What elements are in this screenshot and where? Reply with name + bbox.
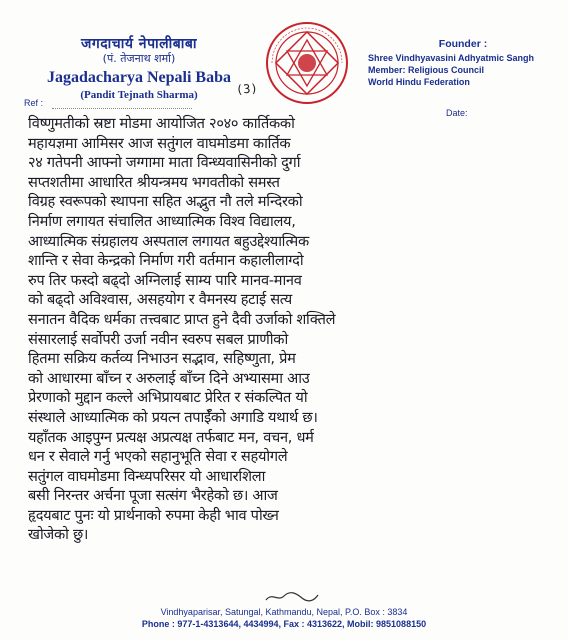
- founder-line: World Hindu Federation: [368, 77, 470, 87]
- founder-label: Founder :: [438, 38, 488, 50]
- letter-line: २४ गतेपनी आफ्नो जग्गामा माता विन्ध्यवासिनीको दुर्गा: [28, 154, 301, 172]
- letter-line: को आधारमा बाँच्न र अरुलाई बाँच्न दिने अभ्यासमा आउ: [28, 369, 310, 387]
- handwritten-letter-body: [28, 114, 564, 545]
- letterhead-footer: [0, 606, 568, 630]
- letter-line: हितमा सक्रिय कर्तव्य निभाउन सद्भाव, सहिष्णुता, प्रेम: [28, 350, 296, 368]
- footer-address: Vindhyaparisar, Satungal, Kathmandu, Nepal, P.O. Box : 3834: [160, 607, 408, 617]
- letter-line: विष्णुमतीको स्रष्टा मोडमा आयोजित २०४० कार्तिकको: [28, 115, 295, 132]
- page-number: (3): [235, 81, 259, 97]
- letter-line: यहाँतक आइपुग्न प्रत्यक्ष अप्रत्यक्ष तर्फबाट मन, वचन, धर्म: [28, 428, 314, 446]
- letter-line: संसारलाई सर्वोपरी उर्जा नवीन स्वरुप सबल प्राणीको: [28, 330, 288, 348]
- footer-contact: Phone : 977-1-4313644, 4434994, Fax : 4313622, Mobil: 9851088150: [141, 619, 427, 629]
- ref-underline: [52, 108, 192, 109]
- ref-label: Ref :: [24, 98, 44, 108]
- organization-seal-logo: [264, 20, 350, 106]
- letter-line: को बढ्दो अविश्वास, असहयोग र वैमनस्य हटाई सत्य: [28, 291, 292, 309]
- letter-line: धन र सेवाले गर्नु भएको सहानुभूति सेवा र सहयोगले: [28, 448, 288, 466]
- founder-block: [368, 38, 558, 88]
- letter-line: शान्ति र सेवा केन्द्रको निर्माण गरी वर्तमान कहालीलाग्दो: [28, 252, 304, 270]
- letter-line: सनातन वैदिक धर्मका तत्त्वबाट प्राप्त हुने दैवी उर्जाको शक्तिले: [28, 310, 336, 328]
- letter-line: खोजेको छु।: [28, 526, 89, 544]
- founder-line: Shree Vindhyavasini Adhyatmic Sangh: [368, 53, 535, 63]
- founder-line: Member: Religious Council: [368, 65, 485, 75]
- letter-line: सप्तशतीमा आधारित श्रीयन्त्रमय भगवतीको समस्त: [28, 173, 280, 191]
- date-label: Date:: [446, 108, 468, 118]
- english-subname: (Pandit Tejnath Sharma): [80, 89, 198, 101]
- letter-line: निर्माण लगायत संचालित आध्यात्मिक विश्व विद्यालय,: [28, 212, 296, 230]
- letter-line: संस्थाले आध्यात्मिक को प्रयत्न तपाईँको अगाडि यथार्थ छ।: [28, 408, 318, 426]
- letter-line: सतुंगल वाघमोडमा विन्ध्यपरिसर यो आधारशिला: [28, 467, 266, 485]
- letterhead-name-block: [24, 36, 254, 102]
- letter-line: प्रेरणाको मुद्दान कल्ले अभिप्रायबाट प्रेरित र संकल्पित यो: [28, 389, 308, 407]
- letter-line: विग्रह स्वरूपको स्थापना सहित अद्भुत नौ तले मन्दिरको: [28, 193, 303, 211]
- letter-line: रुप तिर फस्दो बढ्दो अग्निलाई साम्य पारि मानव-मानव: [28, 271, 302, 289]
- english-name: Jagadacharya Nepali Baba: [46, 69, 231, 86]
- nepali-subname: (पं. तेजनाथ शर्मा): [102, 52, 176, 65]
- letter-line: महायज्ञमा आमिसर आज सतुंगल वाघमोडमा कार्तिक: [28, 134, 291, 152]
- letter-line: बसी निरन्तर अर्चना पूजा सत्संग भैरहेको छ। आज: [28, 487, 278, 505]
- nepali-name: जगदाचार्य नेपालीबाबा: [80, 36, 198, 52]
- letter-line: हृदयबाट पुनः यो प्रार्थनाको रुपमा केही भाव पोख्न: [28, 506, 279, 524]
- letter-line: आध्यात्मिक संग्रहालय अस्पताल लगायत बहुउद्देश्यात्मिक: [28, 232, 309, 250]
- handwritten-signature: [262, 590, 322, 604]
